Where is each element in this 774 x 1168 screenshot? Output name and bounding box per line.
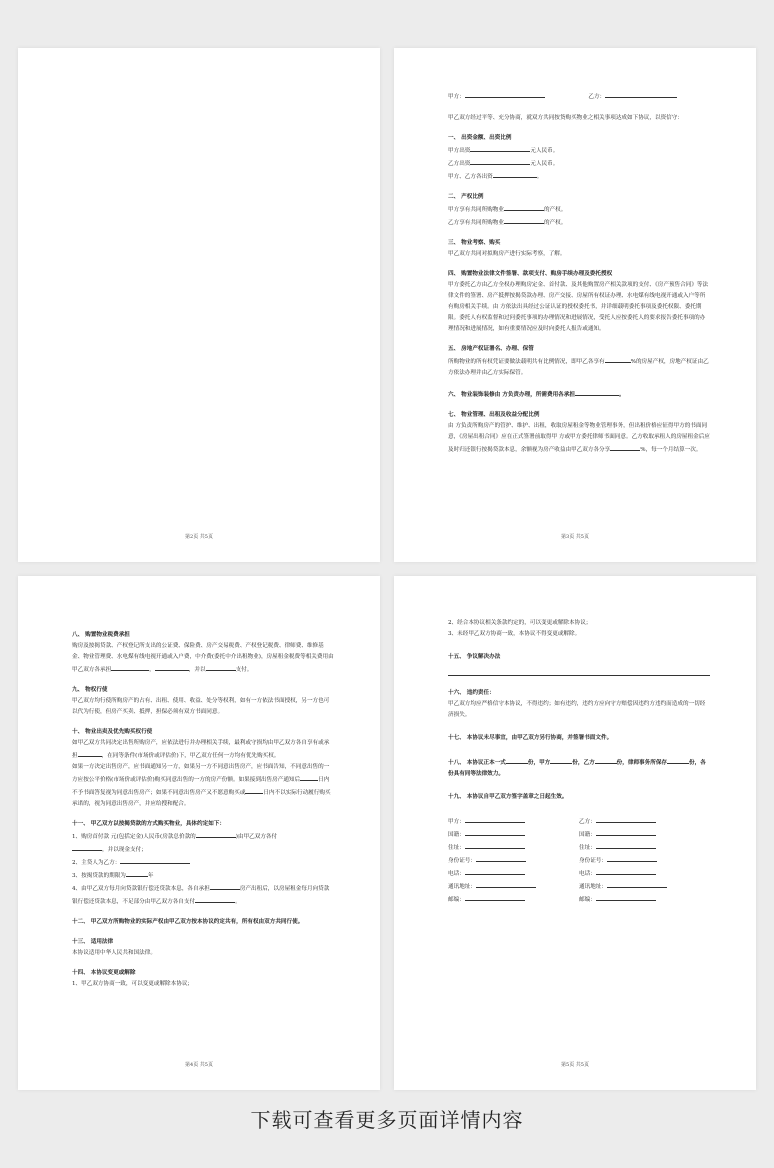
sig-field: 乙方： [579,815,710,828]
section-7-title: 七、 物业管理、出租及收益分配比例 [448,412,540,418]
section-3-title: 三、 物业考察、购买 [448,240,501,246]
section-16-title: 十六、 违约责任： [448,690,495,696]
section-11-item-4: 4、由甲乙双方每月向贷款银行偿还贷款本息，各自承担 房产出租后，以房屋租金每月向贷款银行偿还贷款本息，不足部分由甲乙双方各自支付 。 [72,882,334,908]
section-10-text-a: 如甲乙双方共同决定出售所购房产，应依法进行并办理相关手续，最利或守损均由甲乙双方各自享有或承担 ，在同等条件(市场价或评估价)下，甲乙双方任何一方均有优先购买权。 [72,740,330,759]
section-2-line-b: 乙方享有共同所购物业 的产权。 [448,216,710,229]
section-2-line-a: 甲方享有共同所购物业 的产权。 [448,203,710,216]
section-1-line-c: 甲方、乙方各出资 。 [448,170,710,183]
section-6-title: 六、 物业装饰装修由 方负责办理，所需费用各承担 。 [448,388,710,401]
section-19-title: 十九、 本协议自甲乙双方签字盖章之日起生效。 [448,794,568,800]
section-10-title: 十、 物业出卖及优先购买权行使 [72,729,153,735]
sig-field: 住址： [579,841,710,854]
section-11-item-1: 1、购房首付款 元(包括定金)人民币(房款总价款的 )由甲乙双方各付 ，并以现金支付； [72,830,334,856]
section-1-line-a: 甲方出资 元人民币。 [448,144,710,157]
sig-field: 身份证号： [448,854,579,867]
page-number: 第4页 共5页 [185,1062,213,1068]
page-number: 第3页 共5页 [561,534,589,540]
sig-field: 国籍： [579,828,710,841]
sig-field: 甲方： [448,815,579,828]
signature-party-a [448,815,579,906]
section-1-title: 一、 出资金额、出资比例 [448,135,512,141]
signature-block [448,815,710,906]
document-page-4 [18,576,380,1090]
section-18-title: 十八、 本协议正本一式 份，甲方 份，乙方 份，律师事务所保存 份，各份具有同等法律效力。 [448,756,710,780]
section-1-line-b: 乙方出资 元人民币。 [448,157,710,170]
party-a-label: 甲方： [448,94,465,100]
sig-field: 电话： [579,867,710,880]
section-17-title: 十七、 本协议未尽事宜，由甲乙双方另行协商，并签署书面文件。 [448,735,613,741]
section-14-item-2: 2、经合本协议相关条款约定的，可以变更或解除本协议； [448,620,592,626]
download-more-caption: 下载可查看更多页面详情内容 [250,1108,524,1132]
document-page-2 [18,48,380,562]
sig-field: 身份证号： [579,854,710,867]
section-13-text: 本协议适用中华人民共和国法律。 [72,950,156,956]
section-11-item-2: 2、主贷人为乙方： [72,856,334,869]
section-13-title: 十三、 适用法律 [72,939,114,945]
section-11-title: 十一、 甲乙双方以按揭贷款的方式购买物业，具体约定如下： [72,821,225,827]
sig-field: 国籍： [448,828,579,841]
page-number: 第2页 共5页 [185,534,213,540]
section-11-item-3: 3、按揭贷款的期限为 年 [72,869,334,882]
section-10-text-b: 如果一方决定出售房产，应书面通知另一方，如果另一方不同意出售房产，应书面告知，不同意出售的一方应按公平价格(市场价或评估价)购买同意出售的一方的房产份额。如果接到出售房产通知后 日内不予书面答复视为同意出售房产；如果不同意出售房产又不愿意购买或 日内不以实际行动履行购买承诺的，视为同意出售房产，并应给搜和配合。 [72,764,331,807]
sig-field: 住址： [448,841,579,854]
section-4-text: 甲方委托乙方由乙方全权办理购房定金、首付款、及其他购置房产相关款项的支付、《房产预售合同》等法律文件的签署、房产抵押按揭贷款办理、房产交接、房屋所有权证办理、水电煤有线电视开通或入户等所有购房相关手续。由 方依法出具经过公证认证的授权委托书，并详细载明委托事项及委托权限、委托期限。委托人有权监督和过问委托事项的办理情况和进展情况，受托人应按委托人的要求报告委托事项的办理情况和进展情况，如有重要情况应及时向委托人报告或通知。 [448,282,709,332]
section-8-title: 八、 购置物业税费承担 [72,632,130,638]
section-2-title: 二、 产权比例 [448,194,484,200]
section-12-title: 十二、 甲乙双方所购物业的实际产权由甲乙双方按本协议约定共有，所有权由双方共同行使。 [72,919,304,925]
section-5-text: 所购物业的所有权凭证要做法载明共有比例情况，即甲乙各享有 %的房屋产权，房地产权证由乙方依法办理并由乙方实际保管。 [448,355,710,379]
section-5-title: 五、 房地产权证署名、办理、保管 [448,346,534,352]
section-15-title: 十五、 争议解决办法 [448,654,501,660]
section-8-text: 购房及按揭贷款、产权登记所支出的公证费、保险费、房产交易税费、产权登记税费、律师费、维修基金、物业管理费、水电煤有线电视开通或入户费，中介费(委托中介出租物业)，房屋租金税费等相关费用由甲乙双方各承担 ， ，并以 支付。 [72,643,334,673]
party-b-label: 乙方： [588,94,606,100]
sig-field: 邮编： [448,893,579,906]
section-4-title: 四、 购置物业法律文件签署、款项支付、购房手续办理及委托授权 [448,271,613,277]
sig-field: 通讯地址： [448,880,579,893]
section-7-text: 由 方负责所购房产的管护、维护、出租，收取房屋租金等物业管理事务，但出租价格应征得甲方的书面同意，《房屋出租合同》应在正式签署前取得甲 方或甲方委托律师书面同意。乙方收取承租人的房屋租金后应及时归还银行按揭贷款本息，余额视为房产收益由甲乙双方各分享 %，每一个月结算一次。 [448,423,710,453]
sig-field: 邮编： [579,893,710,906]
dispute-resolution-line [448,667,710,676]
party-header [448,90,710,103]
intro-text: 甲乙双方经过平等、充分协商，就双方共同按货购买物业之相关事项达成如下协议，以资信守： [448,115,683,121]
section-14-text: 1、甲乙双方协商一致，可以变更或解除本协议； [72,981,194,987]
section-9-title: 九、 物权行使 [72,687,108,693]
section-3-text: 甲乙双方共同对拟购房产进行实际考察，了解。 [448,251,566,257]
section-14-item-3: 3、未经甲乙双方协商一致，本协议不得变更或解除。 [448,631,581,637]
document-page-5 [394,576,756,1090]
page-number: 第5页 共5页 [561,1062,589,1068]
sig-field: 通讯地址： [579,880,710,893]
section-9-text: 甲乙双方均行使所购房产的占有、出租、使用、收益、处分等权利，如有一方依法书面授权，另一方也可以代为行使，但房产买卖、抵押，担保必须有双方书面同意。 [72,698,330,715]
signature-party-b [579,815,710,906]
document-page-3 [394,48,756,562]
sig-field: 电话： [448,867,579,880]
section-16-text: 甲乙双方均应严格信守本协议，不得违约；如有违约，违约方应向守方赔偿因违约方违约而造成的一切经济损失。 [448,701,706,718]
section-14-title: 十四、 本协议变更或解除 [72,970,136,976]
